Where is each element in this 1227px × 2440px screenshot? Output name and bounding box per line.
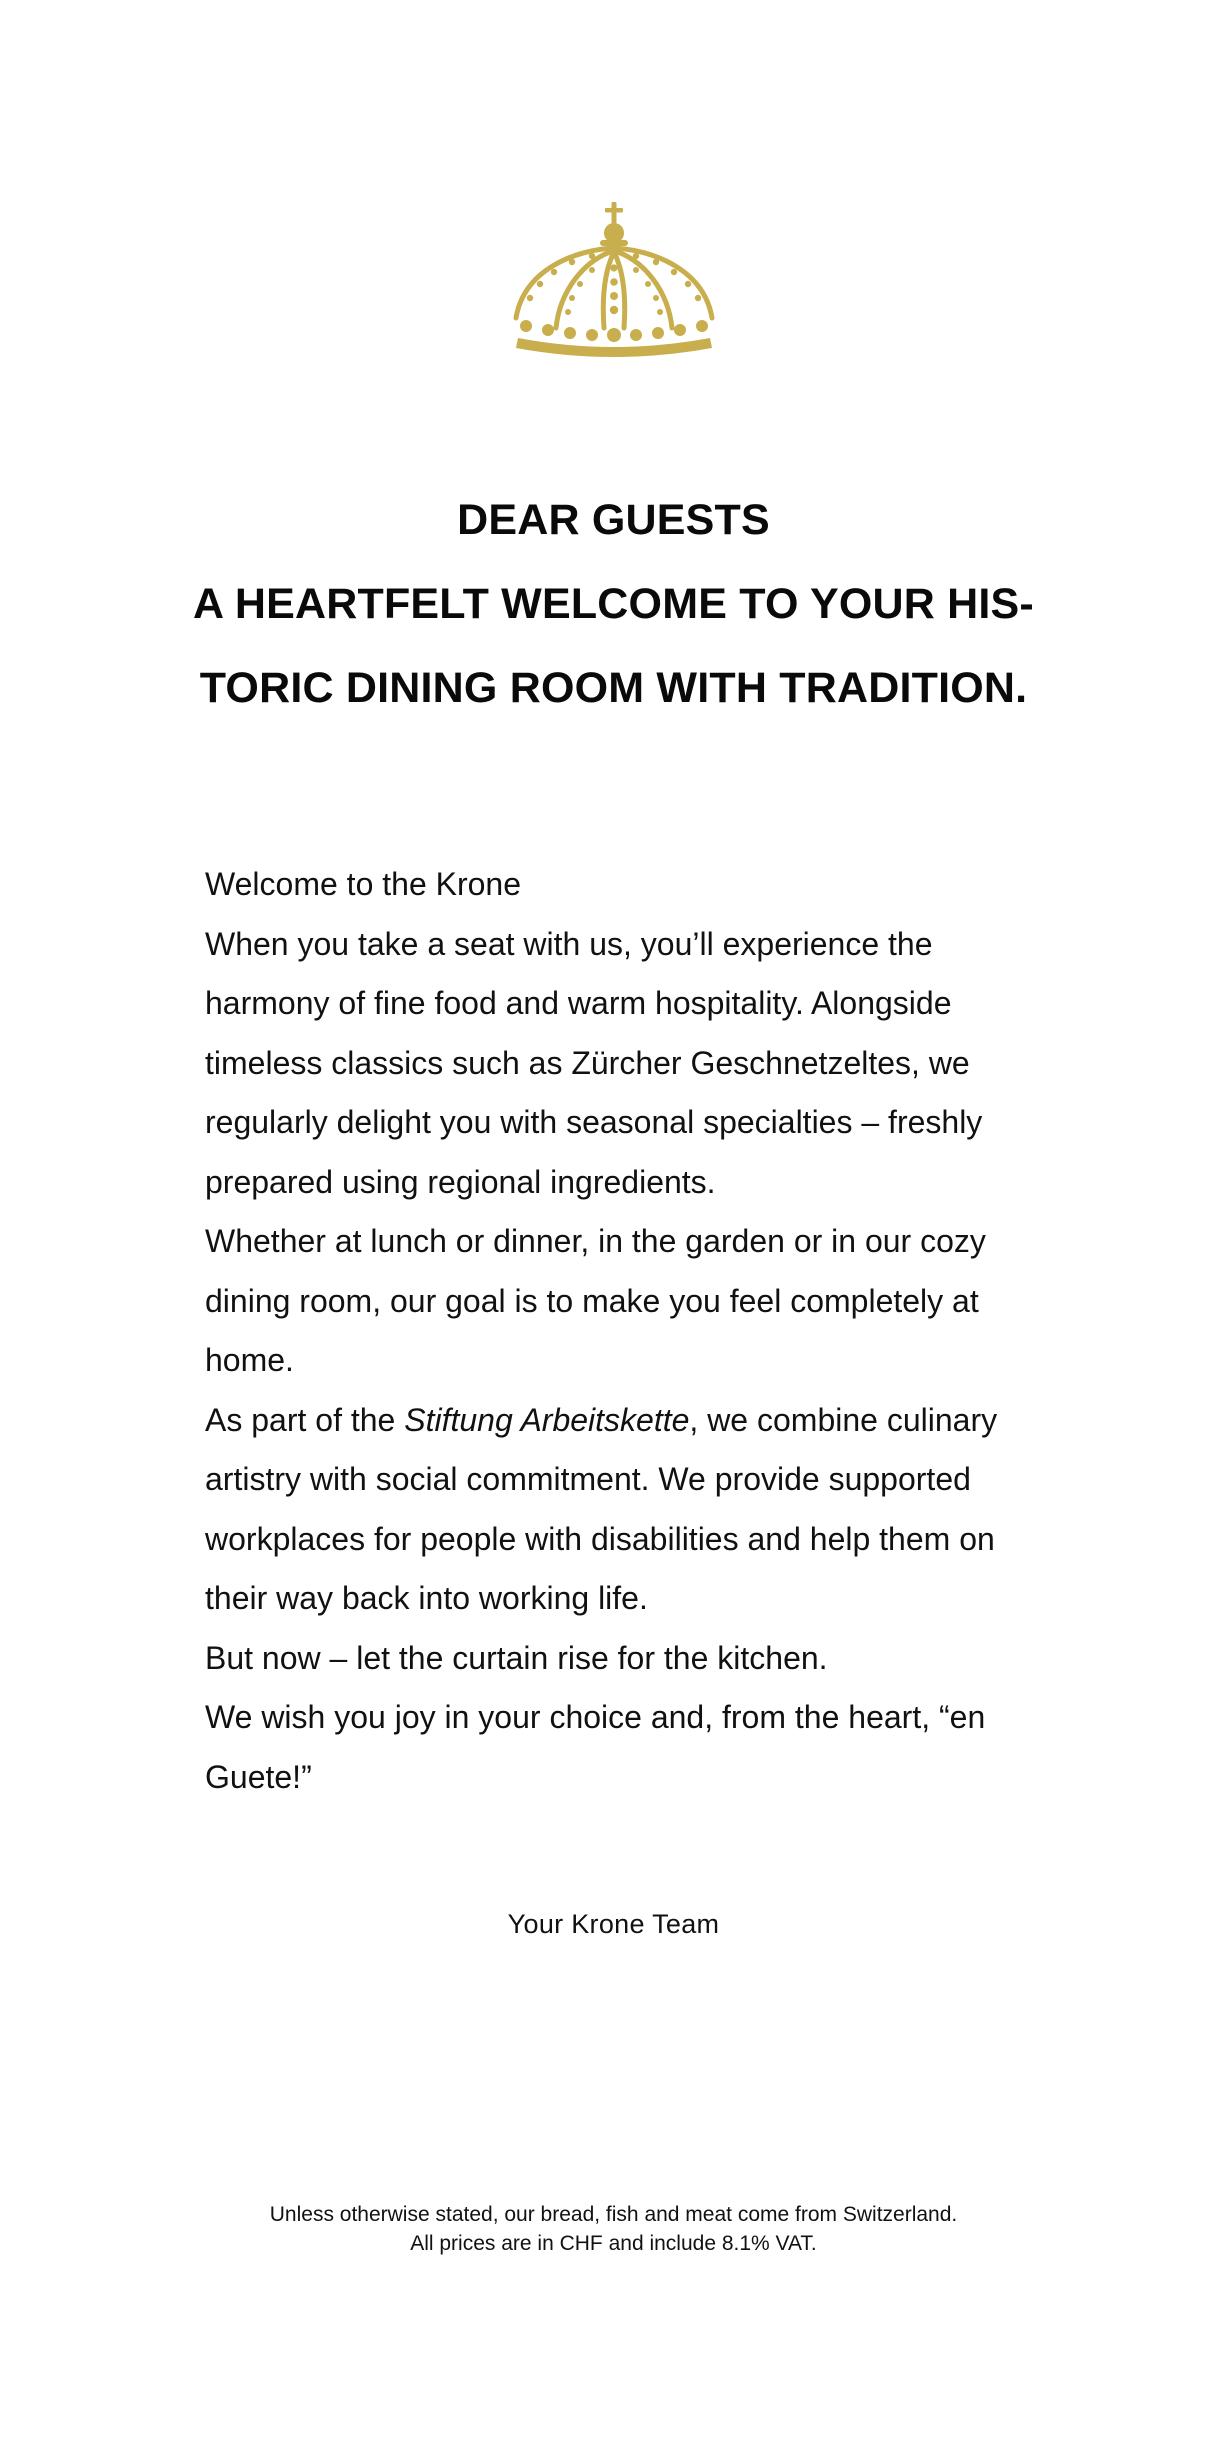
heading-line: A HEARTFELT WELCOME TO YOUR HIS- [193,580,1034,628]
logo [0,200,1227,360]
paragraph-text: , we combine culinary artistry with social commitment. We provide supported workplaces for people with disabilities and help them on their way back into working life. [205,1401,998,1616]
footer-line: All prices are in CHF and include 8.1% VAT. [410,2232,817,2255]
page-heading [160,478,1067,730]
footer-note [0,2200,1227,2258]
paragraph: Whether at lunch or dinner, in the garden or in our cozy dining room, our goal is to make you feel completely at home. [205,1223,986,1378]
paragraph [205,1391,1065,1629]
paragraph-text: As part of the [205,1401,405,1438]
heading-line: TORIC DINING ROOM WITH TRADITION. [199,664,1028,712]
heading-line: DEAR GUESTS [457,496,770,544]
paragraph: But now – let the curtain rise for the kitchen. [205,1639,828,1676]
crown-icon [504,200,724,360]
welcome-text [205,855,1065,1807]
paragraph: When you take a seat with us, you’ll experience the harmony of fine food and warm hospitality. Alongside timeless classics such as Zürcher Geschnetzeltes, we regularly delight you with seasonal specialties – freshly prepared using regional ingredients. [205,925,983,1200]
footer-line: Unless otherwise stated, our bread, fish and meat come from Switzerland. [269,2203,958,2226]
signature: Your Krone Team [507,1909,720,1939]
foundation-name: Stiftung Arbeitskette [404,1401,690,1438]
welcome-line: Welcome to the Krone [205,866,522,902]
paragraph: We wish you joy in your choice and, from the heart, “en Guete!” [205,1699,986,1795]
